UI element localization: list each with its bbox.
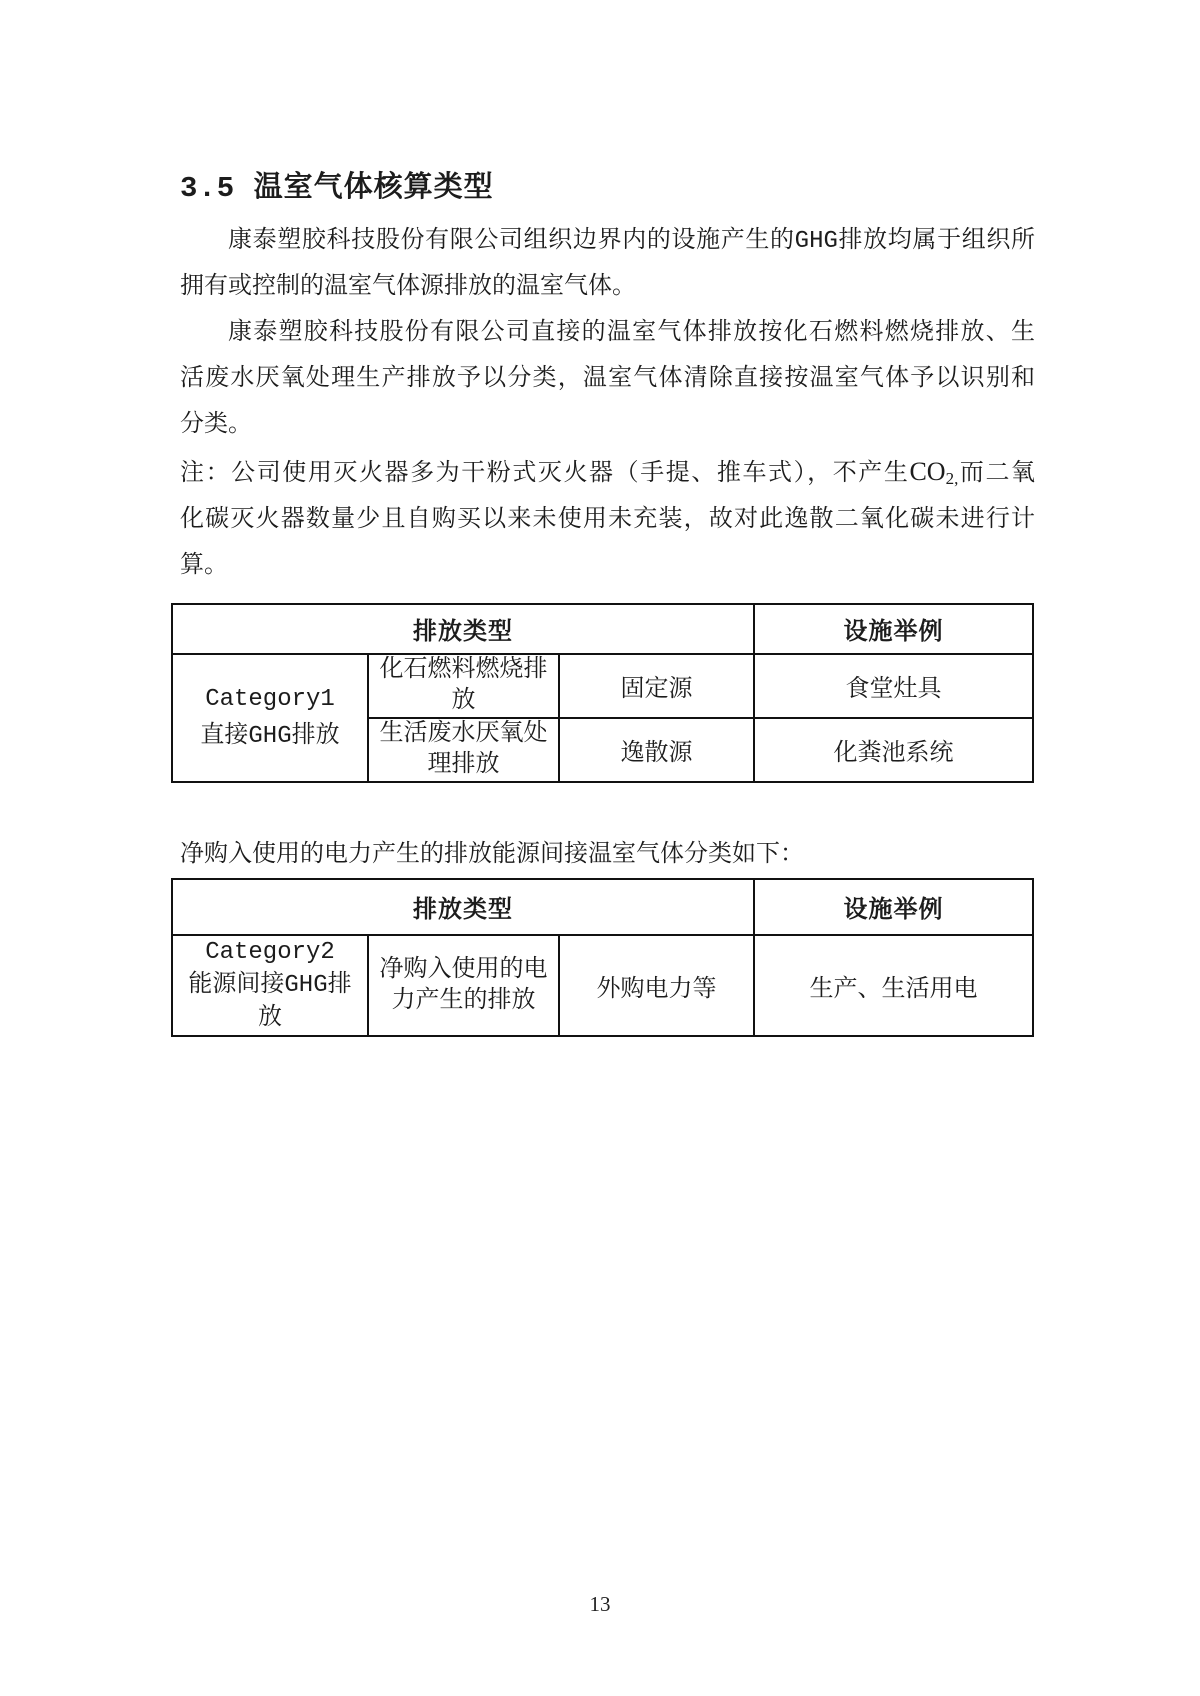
note-line-1 [180, 449, 1035, 498]
table1-row2-source-type-cell: 逸散源 [559, 718, 754, 782]
table2-header-row [172, 879, 1033, 935]
table2-category-cell [172, 935, 368, 1036]
paragraph-2-line-2: 活废水厌氧处理生产排放予以分类，温室气体清除直接按温室气体予以识别和 [180, 366, 1035, 393]
table2-row1-emission-line-2: 力产生的排放 [391, 987, 536, 1015]
paragraph-2 [180, 311, 1035, 449]
table2-category-desc-line-2: 放 [258, 1005, 282, 1032]
between-tables-text: 净购入使用的电力产生的排放能源间接温室气体分类如下： [180, 842, 804, 869]
table1-row1-emission-line-1: 化石燃料燃烧排 [379, 657, 548, 684]
table1-row2-facility-cell: 化粪池系统 [754, 718, 1033, 782]
table1-row2-emission-line-2: 理排放 [427, 752, 500, 779]
table1-row1-emission-cell [368, 654, 559, 718]
table1-category-desc: 直接GHG排放 [200, 723, 340, 750]
paragraph-2-line-1: 康泰塑胶科技股份有限公司直接的温室气体排放按化石燃料燃烧排放、生 [228, 320, 1035, 347]
direct-emission-table [171, 603, 1034, 783]
co2-formula [909, 457, 958, 486]
table2-row1-emission-cell [368, 935, 559, 1036]
section-heading: 3.5 温室气体核算类型 [180, 172, 494, 205]
energy-indirect-emission-table [171, 878, 1034, 1037]
note-line-2: 化碳灭火器数量少且自购买以来未使用未充装，故对此逸散二氧化碳未进行计 [180, 507, 1035, 534]
table1-row2-emission-line-1: 生活废水厌氧处 [379, 721, 548, 748]
table2-row-1 [172, 935, 1033, 1036]
table2-header-facility-example: 设施举例 [754, 879, 1033, 935]
table1-row1-facility-cell: 食堂灶具 [754, 654, 1033, 718]
paragraph-2-line-3: 分类。 [180, 412, 252, 439]
note-paragraph [180, 449, 1035, 590]
note-line-1-tail: 而二氧 [958, 461, 1036, 488]
co2-formula-base: CO [909, 457, 946, 486]
co2-formula-subscript: 2, [945, 469, 959, 488]
paragraph-1 [180, 219, 1035, 311]
note-line-1-text: 注：公司使用灭火器多为干粉式灭火器（手提、推车式），不产生 [180, 461, 910, 488]
note-line-3: 算。 [180, 553, 228, 580]
table1-category-name: Category1 [205, 686, 335, 713]
table1-header-row [172, 604, 1033, 654]
table2-category-name: Category2 [205, 939, 335, 966]
table2-row1-source-type-cell: 外购电力等 [559, 935, 754, 1036]
table2-row1-emission-line-1: 净购入使用的电 [379, 956, 548, 984]
table1-category-cell [172, 654, 368, 782]
table1-row1-emission-line-2: 放 [451, 688, 476, 715]
table2-header-emission-type: 排放类型 [172, 879, 754, 935]
table1-header-facility-example: 设施举例 [754, 604, 1033, 654]
table1-row1-source-type-cell: 固定源 [559, 654, 754, 718]
table1-row2-emission-cell [368, 718, 559, 782]
paragraph-1-line-1: 康泰塑胶科技股份有限公司组织边界内的设施产生的GHG排放均属于组织所 [228, 228, 1035, 255]
table1-header-emission-type: 排放类型 [172, 604, 754, 654]
table1-row-1 [172, 654, 1033, 718]
paragraph-1-line-2: 拥有或控制的温室气体源排放的温室气体。 [180, 274, 636, 301]
table2-category-desc-line-1: 能源间接GHG排 [188, 972, 352, 999]
page-number: 13 [589, 1592, 611, 1616]
table2-row1-facility-cell: 生产、生活用电 [754, 935, 1033, 1036]
